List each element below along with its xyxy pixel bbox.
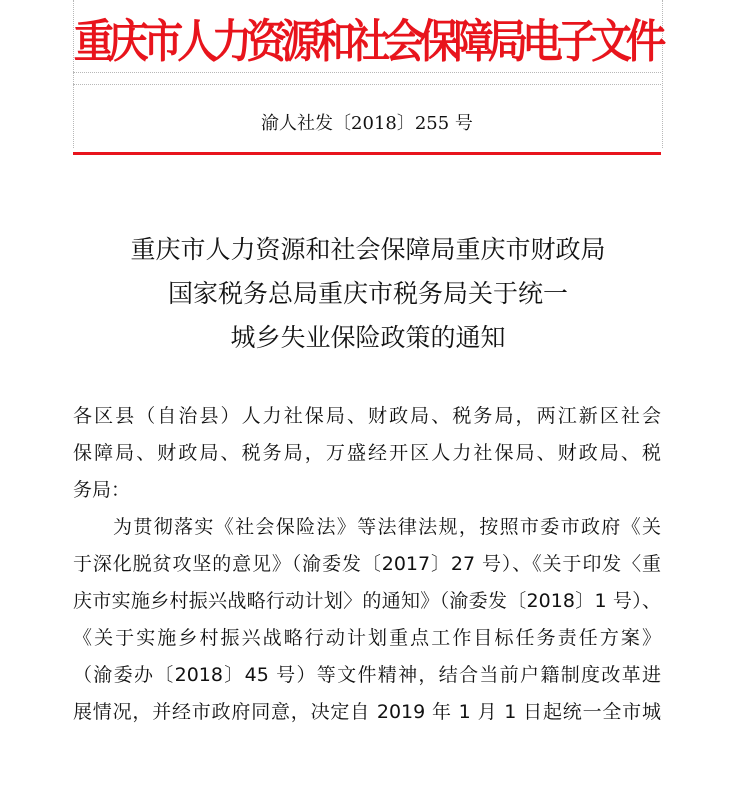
body-paragraph-line: 展情况，并经市政府同意，决定自 2019 年 1 月 1 日起统一全市城 — [73, 701, 661, 723]
notice-body — [73, 398, 661, 731]
notice-title-line: 国家税务总局重庆市税务局关于统一 — [167, 279, 568, 308]
body-paragraph-line: 庆市实施乡村振兴战略行动计划〉的通知》（渝委发〔2018〕1 号）、 — [73, 590, 661, 612]
body-paragraph-line: 为贯彻落实《社会保险法》等法律法规，按照市委市政府《关 — [113, 516, 661, 538]
issuer-header-title: 重庆市人力资源和社会保障局电子文件 — [73, 14, 661, 69]
addressee-line: 务局： — [73, 479, 131, 501]
notice-title-line: 重庆市人力资源和社会保障局重庆市财政局 — [130, 235, 606, 264]
header-dotted-rule — [73, 84, 661, 85]
body-paragraph-line: （渝委办〔2018〕45 号）等文件精神，结合当前户籍制度改革进 — [73, 664, 661, 686]
addressee-line: 保障局、财政局、税务局，万盛经开区人力社保局、财政局、税 — [73, 442, 661, 464]
addressee-line: 各区县（自治县）人力社保局、财政局、税务局，两江新区社会 — [73, 405, 661, 427]
body-paragraph-line: 于深化脱贫攻坚的意见》（渝委发〔2017〕27 号）、《关于印发〈重 — [73, 553, 661, 575]
body-paragraph-line: 《关于实施乡村振兴战略行动计划重点工作目标任务责任方案》 — [73, 627, 661, 649]
notice-title-line: 城乡失业保险政策的通知 — [230, 323, 506, 352]
header-dotted-rule — [73, 72, 661, 73]
document-number: 渝人社发〔2018〕255 号 — [261, 113, 473, 134]
header-red-rule — [73, 152, 661, 155]
notice-title — [60, 228, 676, 360]
